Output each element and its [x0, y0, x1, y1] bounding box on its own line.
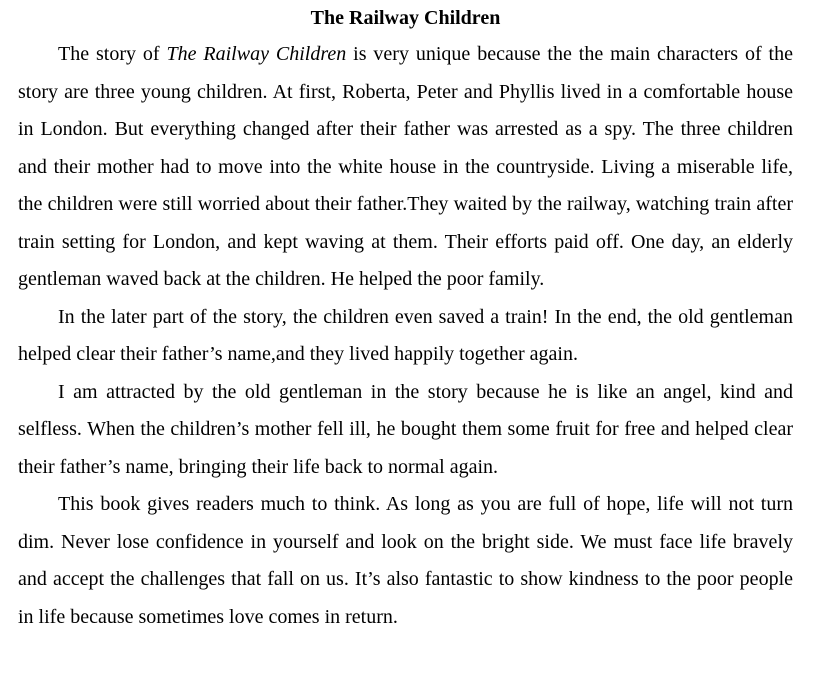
paragraph-1-body: is very unique because the the main characters of the story are three young children. At first, Roberta, Peter and Phyllis lived in a comfortable house in London. But everything changed after their father was arrested as a spy. The three children and their mother had to move into the white house in the countryside. Living a miserable life, the children were still worried about their father.They waited by the railway, watching train after train setting for London, and kept waving at them. Their efforts paid off. One day, an elderly gentleman waved back at the children. He helped the poor family.: [18, 43, 793, 290]
paragraph-2: In the later part of the story, the children even saved a train! In the end, the old gentleman helped clear their father’s name,and they lived happily together again.: [18, 305, 793, 365]
document-page: [18, 4, 793, 636]
paragraph-3: I am attracted by the old gentleman in the story because he is like an angel, kind and selfless. When the children’s mother fell ill, he bought them some fruit for free and helped clear their father’s name, bringing their life back to normal again.: [18, 380, 793, 478]
paragraph-1: [18, 36, 793, 299]
paragraph-4: This book gives readers much to think. As long as you are full of hope, life will not turn dim. Never lose confidence in yourself and look on the bright side. We must face life bravely and accept the challenges that fall on us. It’s also fantastic to show kindness to the poor people in life because sometimes love comes in return.: [18, 493, 793, 628]
book-title-italic: The Railway Children: [166, 43, 347, 65]
paragraph-1-intro: The story of: [58, 43, 167, 65]
document-title: The Railway Children: [310, 7, 501, 29]
